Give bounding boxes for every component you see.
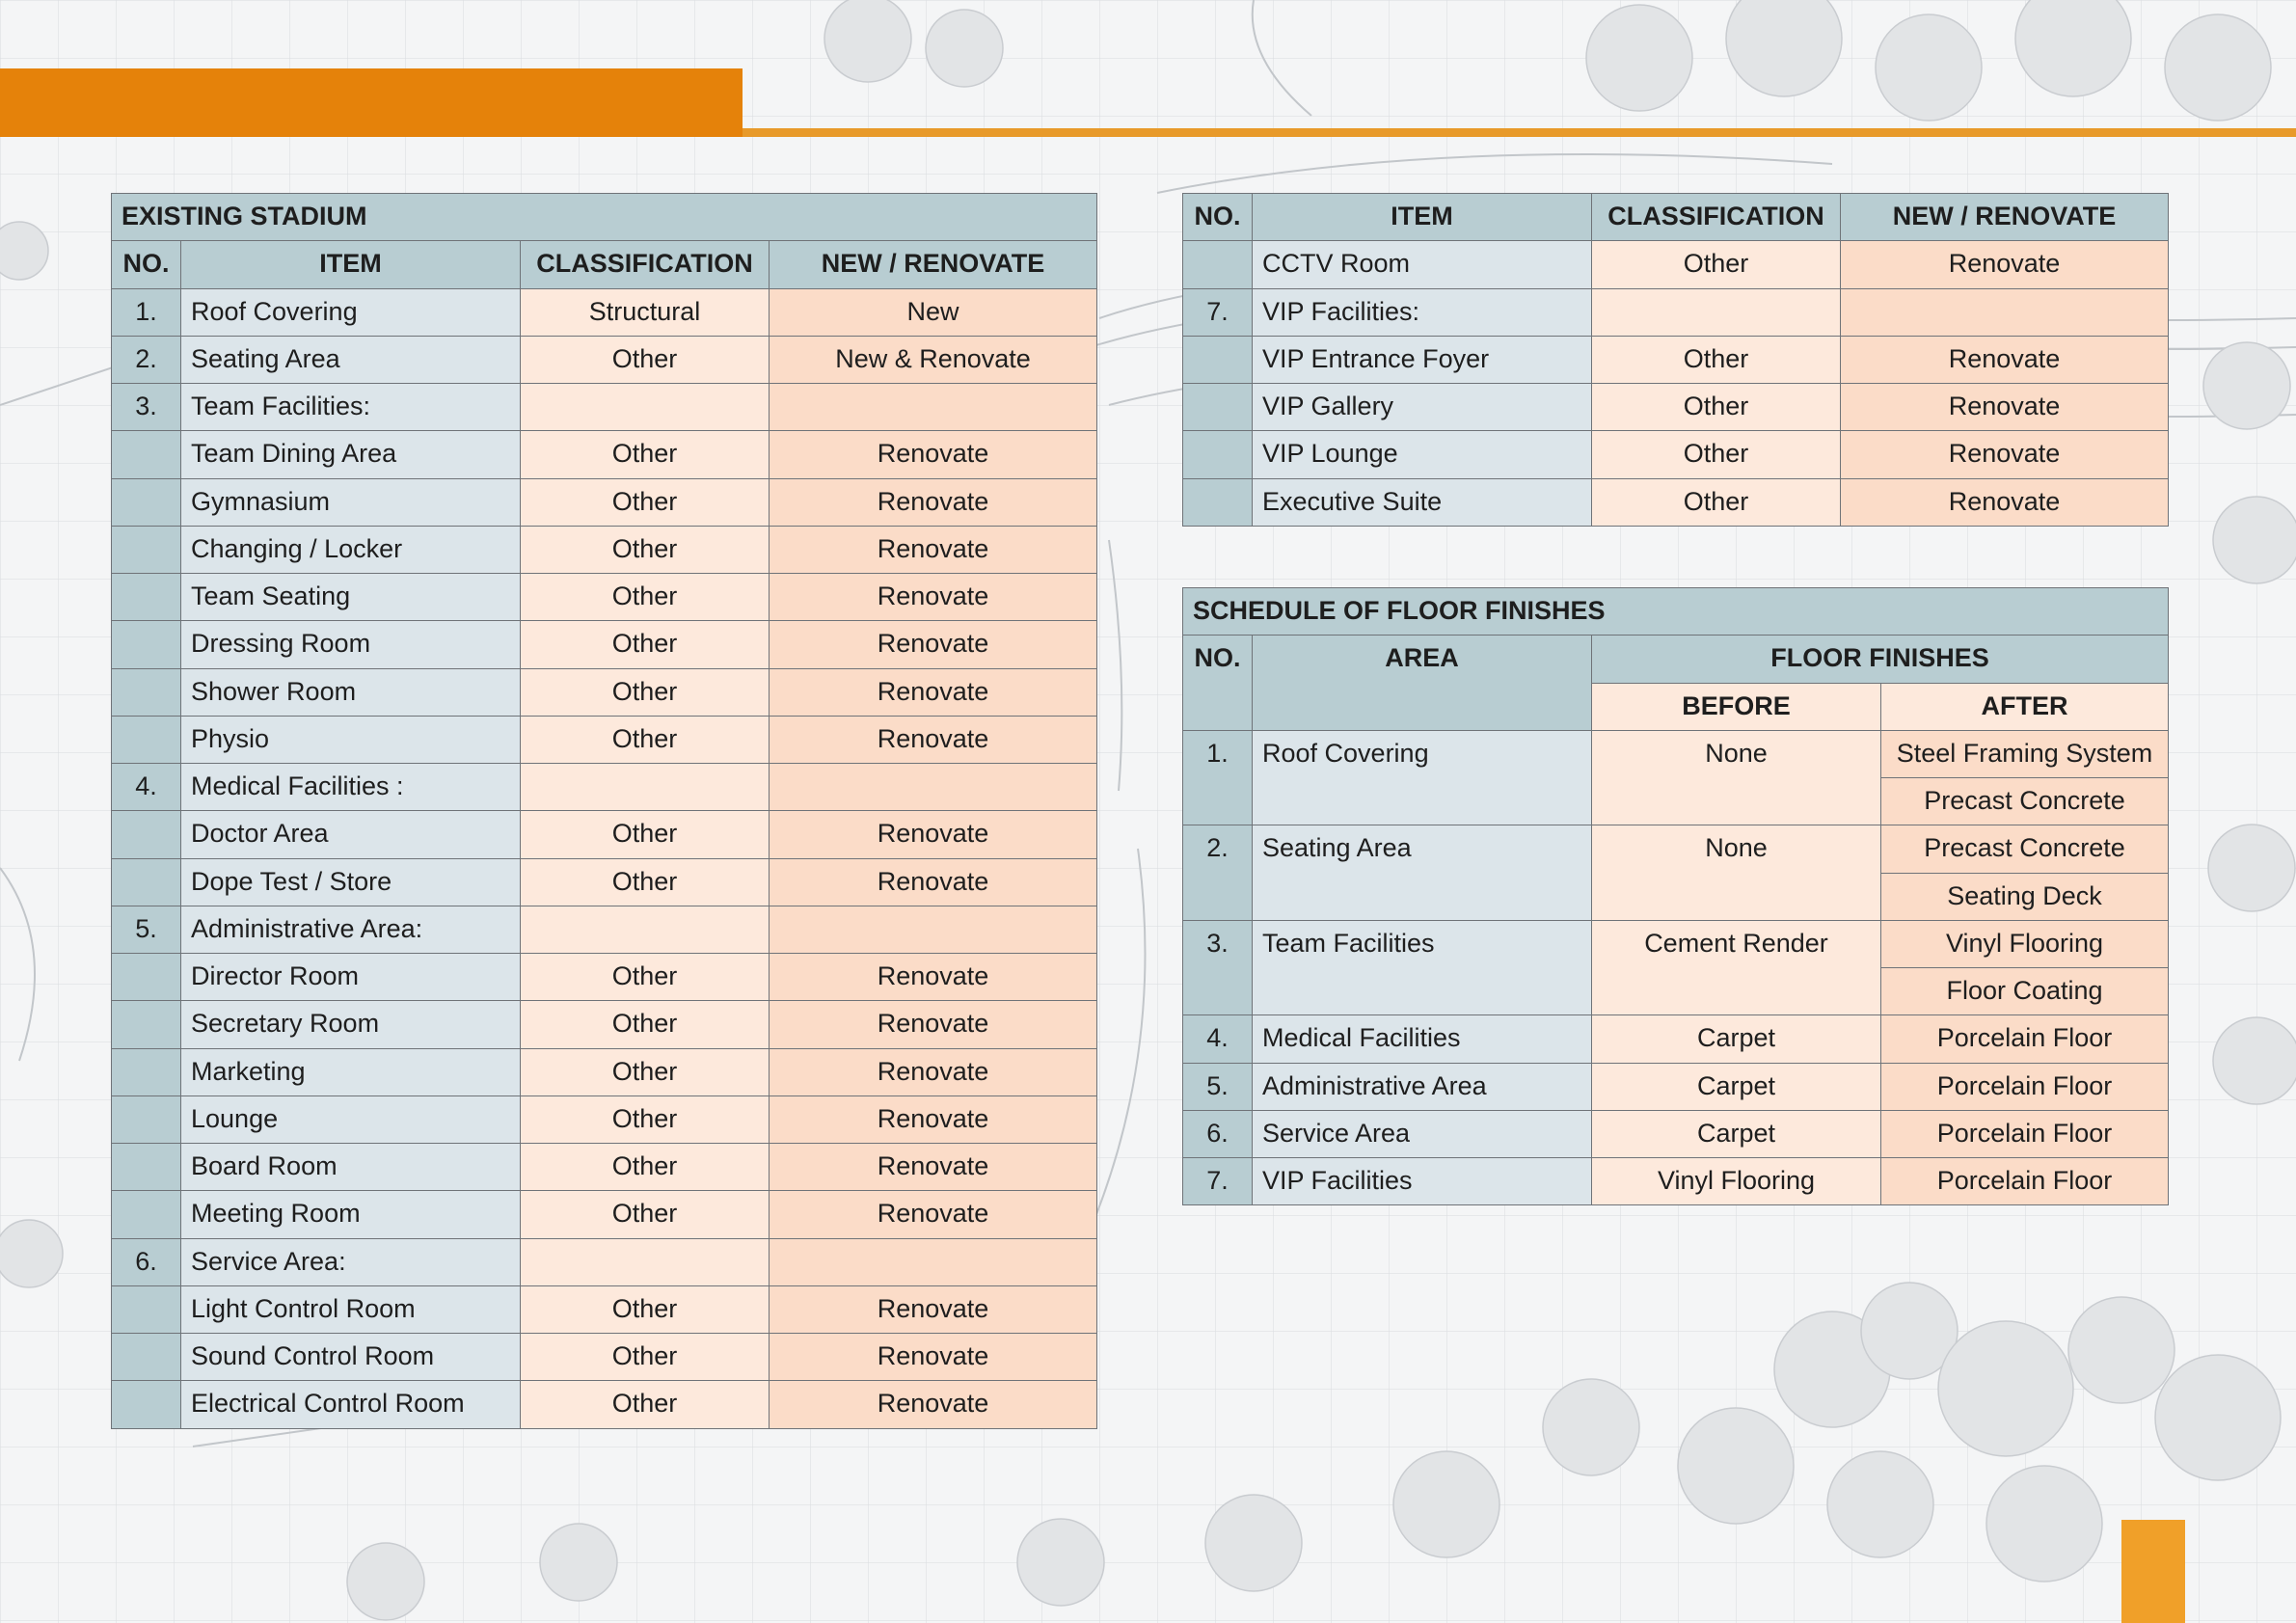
page-corner-tab: [2121, 1520, 2185, 1623]
table-row: [112, 384, 1097, 431]
row-item: Team Dining Area: [181, 431, 521, 478]
row-item: Light Control Room: [181, 1285, 521, 1333]
table-row: [112, 526, 1097, 573]
row-classification: [521, 384, 770, 431]
row-finish-after: Seating Deck: [1881, 873, 2169, 920]
row-classification: Other: [1592, 384, 1841, 431]
table-title-row: [112, 194, 1097, 241]
table-row: [1183, 431, 2169, 478]
floor-finishes-title: SCHEDULE OF FLOOR FINISHES: [1183, 588, 2169, 636]
row-item: Dressing Room: [181, 621, 521, 668]
row-classification: Other: [521, 478, 770, 526]
row-new-renovate: Renovate: [770, 1001, 1097, 1048]
table-row: [112, 288, 1097, 336]
row-item: Secretary Room: [181, 1001, 521, 1048]
row-item: Shower Room: [181, 668, 521, 716]
row-item: Marketing: [181, 1048, 521, 1096]
row-number: [112, 431, 181, 478]
row-item: Seating Area: [181, 336, 521, 383]
header-after: AFTER: [1881, 683, 2169, 730]
row-number: 7.: [1183, 288, 1253, 336]
row-classification: Other: [521, 1334, 770, 1381]
row-item: VIP Gallery: [1253, 384, 1592, 431]
row-item: Medical Facilities :: [181, 764, 521, 811]
row-number: [112, 574, 181, 621]
row-classification: Structural: [521, 288, 770, 336]
row-new-renovate: New: [770, 288, 1097, 336]
row-area: Administrative Area: [1253, 1063, 1592, 1110]
row-new-renovate: Renovate: [770, 811, 1097, 858]
table-row: [112, 574, 1097, 621]
row-number: [112, 1048, 181, 1096]
row-new-renovate: Renovate: [770, 431, 1097, 478]
row-item: Electrical Control Room: [181, 1381, 521, 1428]
table-row: [112, 811, 1097, 858]
table-row: [1183, 241, 2169, 288]
row-number: 3.: [1183, 920, 1253, 1015]
row-number: 6.: [1183, 1110, 1253, 1157]
row-new-renovate: Renovate: [1841, 384, 2169, 431]
row-classification: Other: [521, 716, 770, 763]
row-finish-before: Carpet: [1592, 1063, 1881, 1110]
table-row: [112, 621, 1097, 668]
header-item: ITEM: [181, 241, 521, 288]
row-finish-after: Porcelain Floor: [1881, 1015, 2169, 1063]
row-item: Service Area:: [181, 1238, 521, 1285]
row-area: VIP Facilities: [1253, 1158, 1592, 1205]
row-new-renovate: [770, 764, 1097, 811]
existing-stadium-title: EXISTING STADIUM: [112, 194, 1097, 241]
row-classification: Other: [521, 954, 770, 1001]
table-row: [112, 1144, 1097, 1191]
row-item: Team Facilities:: [181, 384, 521, 431]
row-area: Service Area: [1253, 1110, 1592, 1157]
row-number: 4.: [112, 764, 181, 811]
table-row: [112, 954, 1097, 1001]
row-number: [112, 858, 181, 906]
row-number: [112, 1334, 181, 1381]
header-new-renovate: NEW / RENOVATE: [1841, 194, 2169, 241]
row-new-renovate: Renovate: [1841, 336, 2169, 383]
row-item: Dope Test / Store: [181, 858, 521, 906]
row-number: [112, 1285, 181, 1333]
header-floor-finishes: FLOOR FINISHES: [1592, 636, 2169, 683]
row-new-renovate: New & Renovate: [770, 336, 1097, 383]
row-number: 4.: [1183, 1015, 1253, 1063]
row-finish-after: Porcelain Floor: [1881, 1158, 2169, 1205]
row-classification: Other: [521, 526, 770, 573]
header-classification: CLASSIFICATION: [1592, 194, 1841, 241]
table-row: [1183, 920, 2169, 967]
row-new-renovate: Renovate: [770, 1048, 1097, 1096]
header-accent-bar: [0, 68, 743, 137]
row-number: 7.: [1183, 1158, 1253, 1205]
table-header-row: [1183, 194, 2169, 241]
row-new-renovate: Renovate: [770, 858, 1097, 906]
row-finish-before: Carpet: [1592, 1015, 1881, 1063]
row-number: [112, 1191, 181, 1238]
row-finish-after: Porcelain Floor: [1881, 1110, 2169, 1157]
row-classification: Other: [521, 336, 770, 383]
row-classification: Other: [521, 1001, 770, 1048]
table-row: [1183, 1015, 2169, 1063]
row-number: [1183, 384, 1253, 431]
table-row: [112, 668, 1097, 716]
row-item: Physio: [181, 716, 521, 763]
row-number: 1.: [112, 288, 181, 336]
row-number: 6.: [112, 1238, 181, 1285]
row-new-renovate: [770, 906, 1097, 953]
row-new-renovate: Renovate: [770, 668, 1097, 716]
header-item: ITEM: [1253, 194, 1592, 241]
row-item: Roof Covering: [181, 288, 521, 336]
row-finish-after: Porcelain Floor: [1881, 1063, 2169, 1110]
table-row: [112, 1334, 1097, 1381]
row-finish-after: Vinyl Flooring: [1881, 920, 2169, 967]
row-finish-after: Steel Framing System: [1881, 730, 2169, 777]
table-row: [112, 1001, 1097, 1048]
header-no: NO.: [1183, 194, 1253, 241]
row-number: [112, 478, 181, 526]
table-row: [112, 1238, 1097, 1285]
row-new-renovate: Renovate: [770, 1096, 1097, 1143]
row-item: VIP Entrance Foyer: [1253, 336, 1592, 383]
row-classification: Other: [1592, 241, 1841, 288]
row-item: VIP Lounge: [1253, 431, 1592, 478]
row-number: [112, 621, 181, 668]
table-row: [112, 1191, 1097, 1238]
row-new-renovate: Renovate: [770, 1285, 1097, 1333]
row-number: 2.: [1183, 825, 1253, 921]
table-row: [112, 1285, 1097, 1333]
table-row: [1183, 478, 2169, 526]
table-row: [112, 336, 1097, 383]
row-item: Changing / Locker: [181, 526, 521, 573]
row-number: [1183, 431, 1253, 478]
table-title-row: [1183, 588, 2169, 636]
row-number: 1.: [1183, 730, 1253, 825]
table-row: [1183, 384, 2169, 431]
row-finish-after: Floor Coating: [1881, 968, 2169, 1015]
row-finish-before: None: [1592, 825, 1881, 921]
row-item: Meeting Room: [181, 1191, 521, 1238]
row-item: VIP Facilities:: [1253, 288, 1592, 336]
row-number: [112, 716, 181, 763]
row-classification: Other: [521, 811, 770, 858]
table-header-row: [112, 241, 1097, 288]
row-new-renovate: Renovate: [770, 1191, 1097, 1238]
row-number: 2.: [112, 336, 181, 383]
header-area: AREA: [1253, 636, 1592, 731]
row-classification: Other: [521, 621, 770, 668]
floor-finishes-table: [1182, 587, 2169, 1205]
table-row: [112, 1096, 1097, 1143]
row-classification: Other: [521, 1048, 770, 1096]
row-new-renovate: Renovate: [770, 526, 1097, 573]
row-finish-before: Carpet: [1592, 1110, 1881, 1157]
table-row: [1183, 730, 2169, 777]
row-number: [1183, 336, 1253, 383]
header-accent-line: [743, 128, 2296, 137]
continued-items-table: [1182, 193, 2169, 527]
row-area: Medical Facilities: [1253, 1015, 1592, 1063]
row-classification: Other: [521, 431, 770, 478]
row-new-renovate: [1841, 288, 2169, 336]
header-no: NO.: [112, 241, 181, 288]
table-row: [1183, 1110, 2169, 1157]
table-row: [1183, 288, 2169, 336]
table-row: [112, 906, 1097, 953]
table-row: [112, 431, 1097, 478]
row-classification: Other: [521, 1144, 770, 1191]
row-number: 5.: [1183, 1063, 1253, 1110]
table-row: [112, 1381, 1097, 1428]
table-row: [1183, 825, 2169, 873]
row-new-renovate: Renovate: [1841, 241, 2169, 288]
table-row: [112, 716, 1097, 763]
row-classification: [521, 764, 770, 811]
table-row: [112, 478, 1097, 526]
row-new-renovate: Renovate: [770, 1381, 1097, 1428]
row-number: [112, 668, 181, 716]
row-finish-before: Cement Render: [1592, 920, 1881, 1015]
row-classification: Other: [521, 1381, 770, 1428]
row-number: 3.: [112, 384, 181, 431]
row-classification: Other: [521, 1285, 770, 1333]
row-number: [112, 526, 181, 573]
row-item: Team Seating: [181, 574, 521, 621]
row-finish-before: Vinyl Flooring: [1592, 1158, 1881, 1205]
row-finish-before: None: [1592, 730, 1881, 825]
table-header-row: [1183, 636, 2169, 683]
row-new-renovate: Renovate: [770, 1144, 1097, 1191]
row-new-renovate: Renovate: [770, 574, 1097, 621]
row-number: [112, 1001, 181, 1048]
row-new-renovate: Renovate: [1841, 431, 2169, 478]
row-new-renovate: Renovate: [770, 478, 1097, 526]
table-row: [1183, 1063, 2169, 1110]
row-number: [112, 1144, 181, 1191]
row-number: [112, 811, 181, 858]
row-classification: Other: [521, 1191, 770, 1238]
row-new-renovate: Renovate: [770, 1334, 1097, 1381]
row-number: [1183, 241, 1253, 288]
table-row: [112, 764, 1097, 811]
row-area: Seating Area: [1253, 825, 1592, 921]
row-item: Director Room: [181, 954, 521, 1001]
row-item: CCTV Room: [1253, 241, 1592, 288]
header-classification: CLASSIFICATION: [521, 241, 770, 288]
row-area: Roof Covering: [1253, 730, 1592, 825]
header-no: NO.: [1183, 636, 1253, 731]
row-new-renovate: [770, 384, 1097, 431]
row-item: Gymnasium: [181, 478, 521, 526]
row-number: [112, 1096, 181, 1143]
row-classification: [521, 1238, 770, 1285]
row-classification: Other: [1592, 431, 1841, 478]
row-new-renovate: Renovate: [1841, 478, 2169, 526]
row-new-renovate: Renovate: [770, 716, 1097, 763]
table-row: [1183, 336, 2169, 383]
row-item: Board Room: [181, 1144, 521, 1191]
header-new-renovate: NEW / RENOVATE: [770, 241, 1097, 288]
row-classification: [1592, 288, 1841, 336]
row-area: Team Facilities: [1253, 920, 1592, 1015]
row-classification: Other: [1592, 336, 1841, 383]
row-number: 5.: [112, 906, 181, 953]
row-new-renovate: Renovate: [770, 621, 1097, 668]
row-number: [112, 954, 181, 1001]
existing-stadium-table: [111, 193, 1097, 1429]
row-new-renovate: Renovate: [770, 954, 1097, 1001]
row-number: [112, 1381, 181, 1428]
table-row: [1183, 1158, 2169, 1205]
row-item: Administrative Area:: [181, 906, 521, 953]
row-item: Doctor Area: [181, 811, 521, 858]
row-classification: Other: [521, 574, 770, 621]
row-classification: Other: [521, 858, 770, 906]
table-row: [112, 858, 1097, 906]
row-item: Lounge: [181, 1096, 521, 1143]
row-classification: Other: [521, 1096, 770, 1143]
row-classification: Other: [1592, 478, 1841, 526]
row-item: Sound Control Room: [181, 1334, 521, 1381]
row-finish-after: Precast Concrete: [1881, 778, 2169, 825]
row-classification: [521, 906, 770, 953]
table-row: [112, 1048, 1097, 1096]
row-classification: Other: [521, 668, 770, 716]
row-item: Executive Suite: [1253, 478, 1592, 526]
row-new-renovate: [770, 1238, 1097, 1285]
row-number: [1183, 478, 1253, 526]
header-before: BEFORE: [1592, 683, 1881, 730]
row-finish-after: Precast Concrete: [1881, 825, 2169, 873]
